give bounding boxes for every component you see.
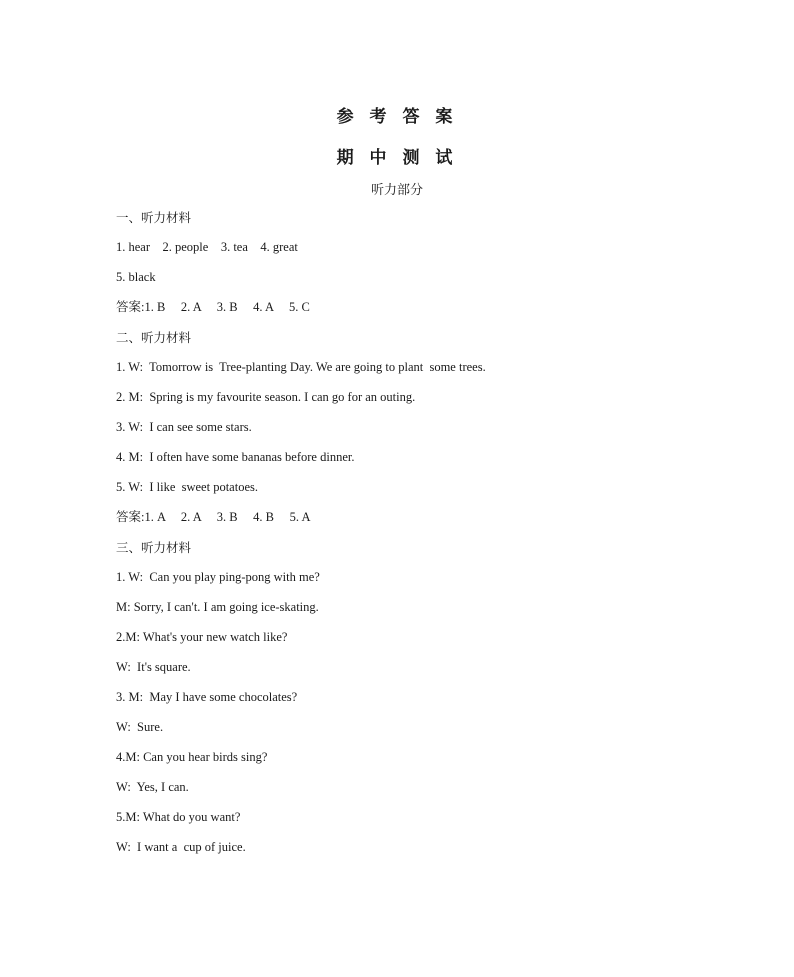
answer-key-line: 答案:1. B 2. A 3. B 4. A 5. C bbox=[116, 300, 310, 314]
transcript-line: 3. M: May I have some chocolates? bbox=[116, 690, 298, 704]
transcript-line: 4. M: I often have some bananas before dinner. bbox=[116, 450, 355, 464]
transcript-line: W: Sure. bbox=[116, 720, 164, 734]
transcript-line: W: Yes, I can. bbox=[116, 780, 189, 794]
answer-line: 1. hear 2. people 3. tea 4. great bbox=[116, 240, 298, 254]
document-subtitle: 期 中 测 试 bbox=[336, 148, 458, 168]
transcript-line: 1. W: Tomorrow is Tree-planting Day. We are going to plant some trees. bbox=[116, 360, 486, 374]
transcript-line: W: I want a cup of juice. bbox=[116, 840, 246, 854]
heading-part-1: 一、听力材料 bbox=[116, 210, 192, 225]
transcript-line: W: It's square. bbox=[116, 660, 191, 674]
heading-part-2: 二、听力材料 bbox=[116, 330, 192, 345]
answer-line: 5. black bbox=[116, 270, 156, 284]
answer-key-line: 答案:1. A 2. A 3. B 4. B 5. A bbox=[116, 510, 311, 524]
transcript-line: 5. W: I like sweet potatoes. bbox=[116, 480, 258, 494]
transcript-line: 3. W: I can see some stars. bbox=[116, 420, 252, 434]
transcript-line: 2.M: What's your new watch like? bbox=[116, 630, 288, 644]
transcript-line: 2. M: Spring is my favourite season. I can go for an outing. bbox=[116, 390, 416, 404]
section-title: 听力部分 bbox=[370, 183, 423, 198]
transcript-line: M: Sorry, I can't. I am going ice-skating. bbox=[116, 600, 319, 614]
transcript-line: 1. W: Can you play ping-pong with me? bbox=[116, 570, 320, 584]
answer-list bbox=[116, 208, 486, 868]
document-title: 参 考 答 案 bbox=[336, 107, 458, 127]
heading-part-3: 三、听力材料 bbox=[116, 540, 192, 555]
transcript-line: 5.M: What do you want? bbox=[116, 810, 241, 824]
transcript-line: 4.M: Can you hear birds sing? bbox=[116, 750, 268, 764]
